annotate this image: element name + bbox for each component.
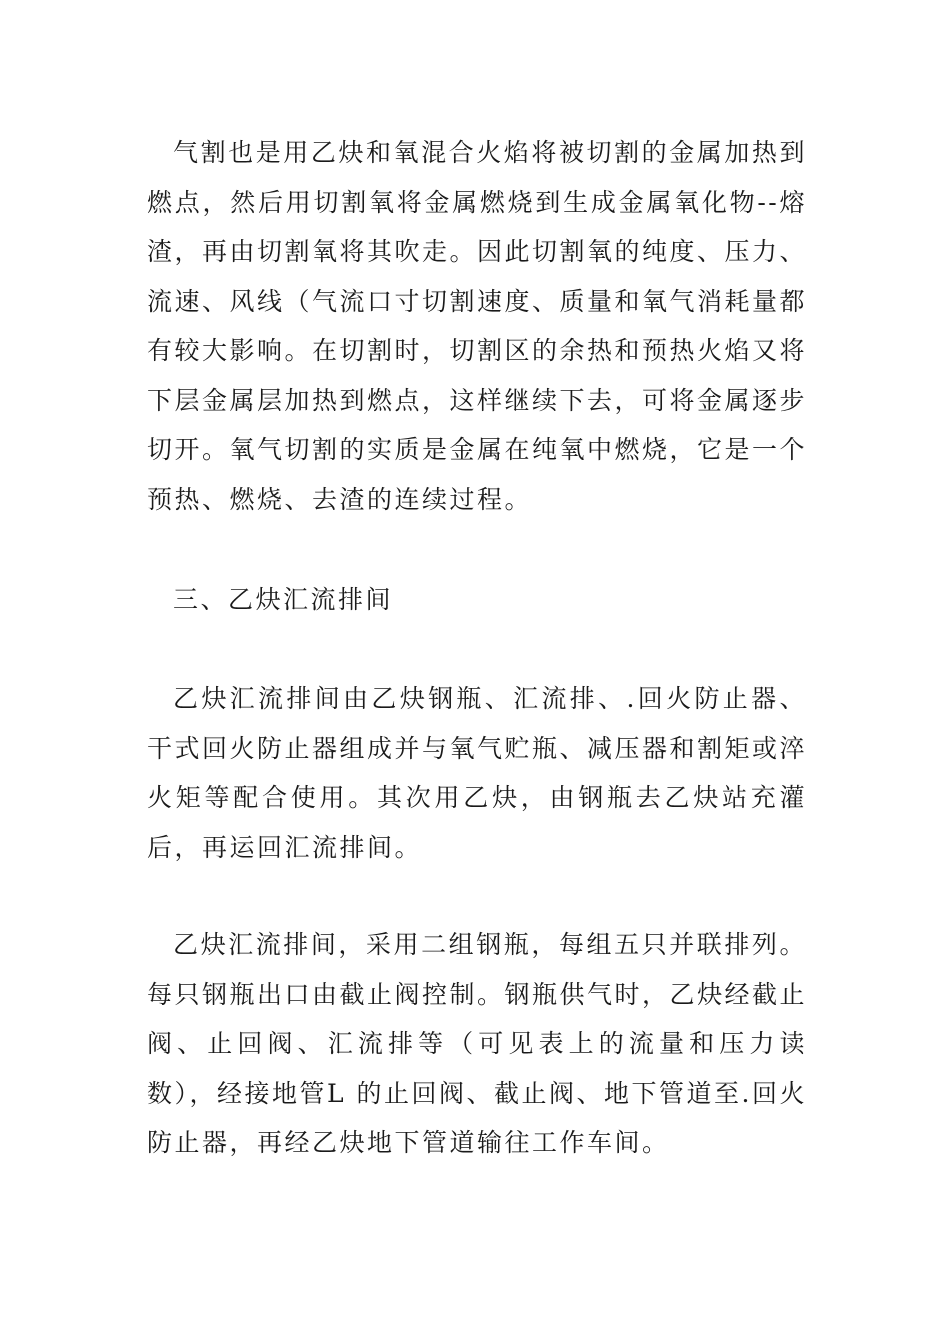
section-heading: 三、乙炔汇流排间: [173, 585, 394, 614]
paragraph-manifold-room-layout: 乙炔汇流排间，采用二组钢瓶，每组五只并联排列。每只钢瓶出口由截止阀控制。钢瓶供气时，乙炔经截止阀、止回阀、汇流排等（可见表上的流量和压力读数），经接地管L 的止回阀、截止阀、地下管道至.回火防止器，再经乙炔地下管道输往工作车间。: [147, 930, 808, 1157]
paragraph-manifold-room-composition: 乙炔汇流排间由乙炔钢瓶、汇流排、.回火防止器、干式回火防止器组成并与氧气贮瓶、减压器和割矩或淬火矩等配合使用。其次用乙炔，由钢瓶去乙炔站充灌后，再运回汇流排间。: [147, 684, 808, 862]
paragraph-gas-cutting: 气割也是用乙炔和氧混合火焰将被切割的金属加热到燃点，然后用切割氧将金属燃烧到生成金属氧化物--熔渣，再由切割氧将其吹走。因此切割氧的纯度、压力、流速、风线（气流口寸切割速度、质量和氧气消耗量都有较大影响。在切割时，切割区的余热和预热火焰又将下层金属层加热到燃点，这样继续下去，可将金属逐步切开。氧气切割的实质是金属在纯氧中燃烧，它是一个预热、燃烧、去渣的连续过程。: [147, 138, 808, 514]
